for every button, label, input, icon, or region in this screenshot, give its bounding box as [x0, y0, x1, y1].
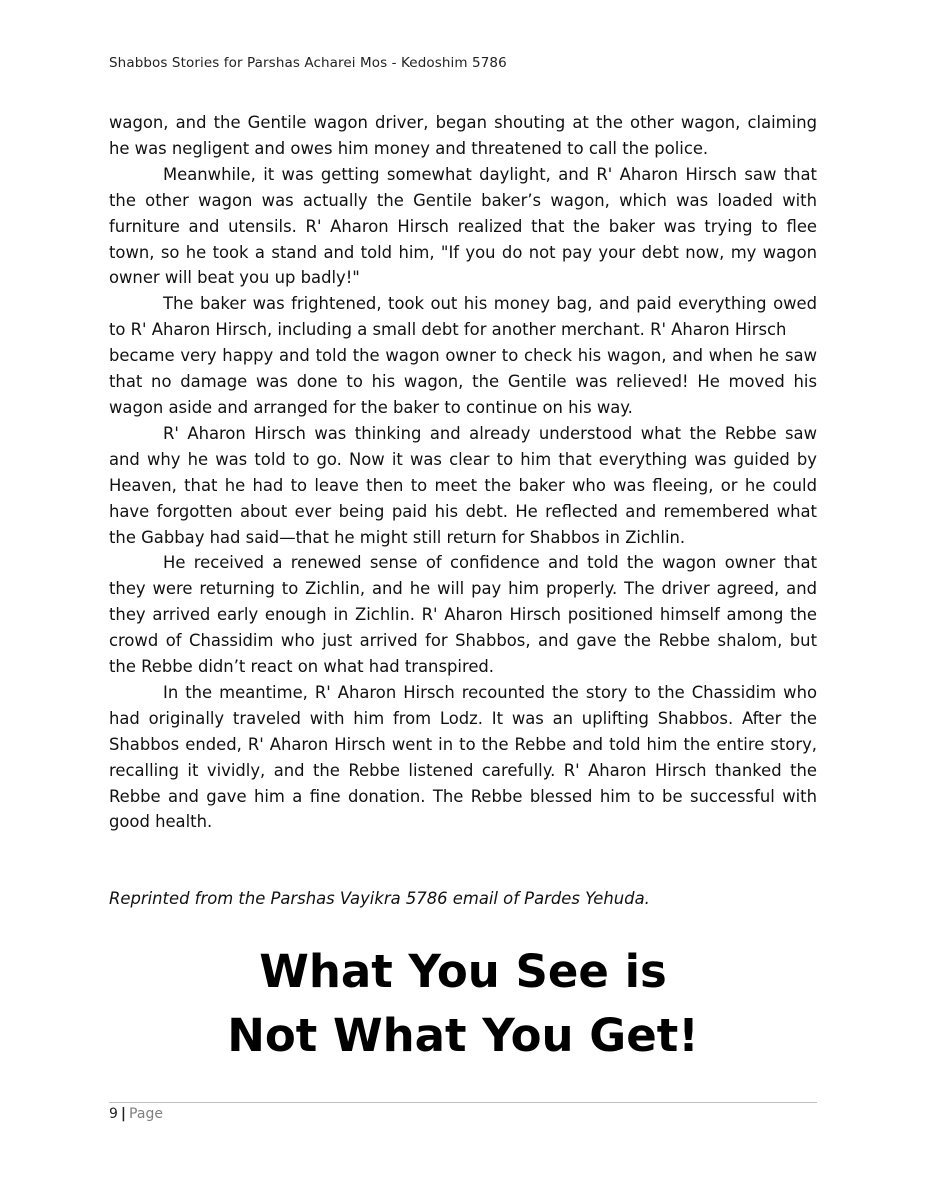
headline-line-1: What You See is	[259, 945, 667, 998]
reprint-credit: Reprinted from the Parshas Vayikra 5786 email of Pardes Yehuda.	[109, 889, 650, 908]
paragraph: Meanwhile, it was getting somewhat daylight, and R' Aharon Hirsch saw that the other wagon was actually the Gentile baker’s wagon, which was loaded with furniture and utensils. R' Aharon Hirsch realized that the baker was trying to flee town, so he took a stand and told him, "If you do not pay your debt now, my wagon owner will beat you up badly!"	[109, 164, 817, 288]
paragraph: The baker was frightened, took out his money bag, and paid everything owed to R' Aharon Hirsch, including a small debt for another merchant. R' Aharon Hirsch	[109, 294, 817, 340]
page-number: 9	[109, 1106, 118, 1122]
paragraph: In the meantime, R' Aharon Hirsch recounted the story to the Chassidim who had originally traveled with him from Lodz. It was an uplifting Shabbos. After the Shabbos ended, R' Aharon Hirsch went in to the Rebbe and told him the entire story, recalling it vividly, and the Rebbe listened carefully. R' Aharon Hirsch thanked the Rebbe and gave him a fine donation. The Rebbe blessed him to be successful with good health.	[109, 682, 817, 832]
footer-divider	[109, 1102, 817, 1103]
paragraph: became very happy and told the wagon owner to check his wagon, and when he saw that no damage was done to his wagon, the Gentile was relieved! He moved his wagon aside and arranged for the baker to continue on his way.	[109, 346, 817, 417]
paragraph: wagon, and the Gentile wagon driver, began shouting at the other wagon, claiming he was negligent and owes him money and threatened to call the police.	[109, 113, 817, 158]
paragraph: He received a renewed sense of confidence and told the wagon owner that they were returning to Zichlin, and he will pay him properly. The driver agreed, and they arrived early enough in Zichlin. R' Aharon Hirsch positioned himself among the crowd of Chassidim who just arrived for Shabbos, and gave the Rebbe shalom, but the Rebbe didn’t react on what had transpired.	[109, 553, 817, 677]
footer-separator: |	[120, 1106, 127, 1122]
running-header: Shabbos Stories for Parshas Acharei Mos - Kedoshim 5786	[109, 55, 507, 71]
page-label: Page	[129, 1106, 163, 1122]
story-headline	[109, 940, 817, 1068]
paragraph: R' Aharon Hirsch was thinking and already understood what the Rebbe saw and why he was told to go. Now it was clear to him that everything was guided by Heaven, that he had to leave then to meet the baker who was fleeing, or he could have forgotten about ever being paid his debt. He reflected and remembered what the Gabbay had said—that he might still return for Shabbos in Zichlin.	[109, 423, 817, 547]
headline-line-2: Not What You Get!	[227, 1009, 699, 1062]
story-body	[109, 110, 817, 835]
page-footer	[109, 1106, 163, 1122]
